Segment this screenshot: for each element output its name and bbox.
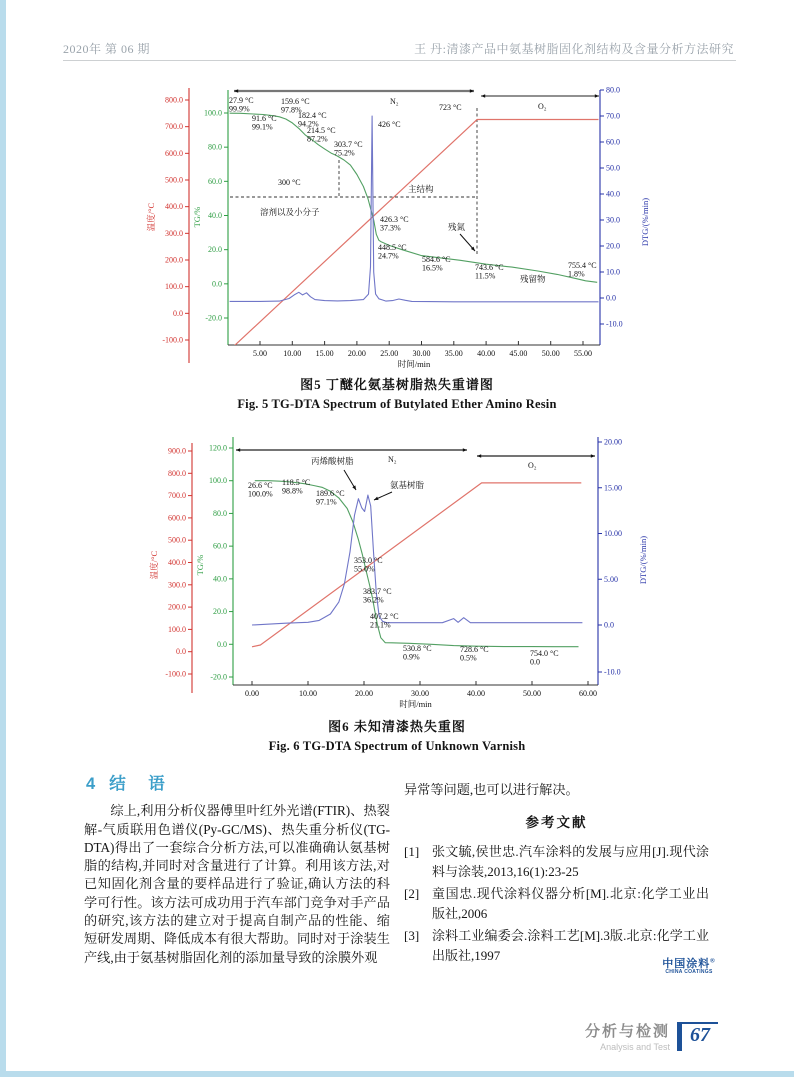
svg-text:45.00: 45.00: [509, 349, 528, 358]
svg-text:200.0: 200.0: [165, 255, 183, 265]
conclusion-column-left: [84, 775, 390, 967]
svg-text:溶剂以及小分子: 溶剂以及小分子: [260, 207, 320, 217]
svg-text:50.00: 50.00: [523, 689, 541, 698]
svg-text:-100.0: -100.0: [162, 335, 183, 345]
svg-text:20.00: 20.00: [347, 349, 366, 358]
reference-text: 涂料工业编委会.涂料工艺[M].3版.北京:化学工业出版社,1997: [432, 927, 709, 963]
svg-text:407.2 °C21.1%: 407.2 °C 21.1%: [370, 612, 399, 630]
svg-text:35.00: 35.00: [444, 349, 463, 358]
svg-text:30.00: 30.00: [412, 349, 431, 358]
svg-text:10.00: 10.00: [299, 689, 317, 698]
reference-item: [404, 884, 709, 924]
svg-text:500.0: 500.0: [168, 535, 186, 545]
svg-text:DTG/(%/min): DTG/(%/min): [640, 197, 650, 247]
svg-text:0.00: 0.00: [245, 689, 259, 698]
svg-text:26.6 °C100.0%: 26.6 °C 100.0%: [248, 481, 273, 499]
fig5-caption-zh: 图5 丁醚化氨基树脂热失重谱图: [300, 377, 494, 392]
footer-section-zh: 分析与检测: [584, 1023, 670, 1040]
svg-text:10.00: 10.00: [604, 529, 622, 538]
svg-text:0.0: 0.0: [212, 279, 222, 289]
svg-text:800.0: 800.0: [168, 468, 186, 478]
svg-text:30.0: 30.0: [606, 215, 620, 225]
references-heading: 参考文献: [525, 815, 588, 831]
svg-text:182.4 °C94.2%: 182.4 °C 94.2%: [298, 111, 327, 129]
svg-text:80.0: 80.0: [213, 508, 227, 518]
svg-text:91.6 °C99.1%: 91.6 °C 99.1%: [252, 114, 277, 132]
svg-text:-10.0: -10.0: [604, 667, 621, 677]
fig5-tg-dta-chart: [140, 82, 660, 374]
svg-text:50.0: 50.0: [606, 163, 620, 173]
svg-text:448.5 °C24.7%: 448.5 °C 24.7%: [378, 243, 407, 261]
svg-text:时间/min: 时间/min: [397, 359, 431, 369]
svg-text:189.6 °C97.1%: 189.6 °C 97.1%: [316, 489, 345, 507]
svg-text:0.0: 0.0: [176, 647, 186, 657]
svg-text:0.0: 0.0: [217, 639, 227, 649]
svg-text:温度/°C: 温度/°C: [149, 550, 159, 580]
svg-text:TG/%: TG/%: [195, 554, 205, 576]
page-border-bottom: [0, 1071, 794, 1077]
fig5-caption-en: Fig. 5 TG-DTA Spectrum of Butylated Ether Amino Resin: [237, 397, 557, 411]
fig6-caption: [137, 716, 657, 754]
reference-text: 童国忠.现代涂料仪器分析[M].北京:化学工业出版社,2006: [432, 885, 709, 921]
svg-text:159.6 °C97.8%: 159.6 °C 97.8%: [281, 97, 310, 115]
conclusion-paragraph-left: 综上,利用分析仪器傅里叶红外光谱(FTIR)、热裂解-气质联用色谱仪(Py-GC/MS)、热失重分析仪(TG-DTA)得出了一套综合分析方法,可以准确确认氨基树脂的结构,并同时对含量进行了计算。利用该方法,对已知固化剂含量的要样品进行了验证,确认方法的科学可行性。该方法可成功用于汽车部门竞争对手产品的研究,该方法的建立对于提高自制产品的性能、缩短研发周期、降低成本有很大帮助。同时对于涂装生产线,由于氨基树脂固化剂的添加量导致的涂膜外观: [84, 803, 390, 965]
svg-text:5.00: 5.00: [604, 574, 618, 584]
svg-text:60.00: 60.00: [579, 689, 597, 698]
svg-text:728.6 °C0.5%: 728.6 °C 0.5%: [460, 645, 489, 663]
page-header: [63, 40, 734, 57]
page-number-bracket: [677, 1022, 718, 1051]
conclusion-column-right: [404, 781, 709, 968]
svg-text:426 °C: 426 °C: [378, 120, 401, 129]
svg-text:-10.0: -10.0: [606, 319, 623, 329]
header-issue: 2020年 第 06 期: [63, 42, 151, 56]
conclusion-heading-title: 结 语: [109, 775, 174, 793]
svg-text:O₂: O₂: [528, 461, 537, 470]
reference-item: [404, 842, 709, 882]
references-list: [404, 842, 709, 966]
china-coatings-logo: [662, 958, 716, 976]
svg-text:60.0: 60.0: [208, 176, 222, 186]
svg-text:303.7 °C75.2%: 303.7 °C 75.2%: [334, 140, 363, 158]
svg-text:100.0: 100.0: [204, 108, 222, 118]
svg-text:900.0: 900.0: [168, 446, 186, 456]
registered-mark: ®: [710, 958, 716, 965]
svg-text:丙烯酸树脂: 丙烯酸树脂: [311, 456, 354, 466]
svg-text:25.00: 25.00: [380, 349, 399, 358]
svg-text:20.0: 20.0: [208, 245, 222, 255]
svg-text:383.7 °C36.2%: 383.7 °C 36.2%: [363, 587, 392, 605]
svg-text:55.00: 55.00: [574, 349, 592, 358]
svg-text:400.0: 400.0: [168, 558, 186, 567]
svg-text:DTG/(%/min): DTG/(%/min): [638, 535, 648, 585]
reference-marker: [3]: [404, 927, 420, 943]
svg-text:754.0 °C0.0: 754.0 °C 0.0: [530, 649, 559, 667]
logo-text-zh: 中国涂料®: [662, 958, 716, 970]
reference-marker: [2]: [404, 885, 420, 901]
svg-text:15.00: 15.00: [604, 483, 622, 493]
svg-text:20.0: 20.0: [213, 607, 227, 617]
svg-text:-100.0: -100.0: [165, 669, 186, 679]
svg-text:0.0: 0.0: [173, 308, 183, 318]
svg-text:300.0: 300.0: [168, 580, 186, 590]
svg-text:426.3 °C37.3%: 426.3 °C 37.3%: [380, 215, 409, 233]
svg-text:60.0: 60.0: [606, 137, 620, 147]
fig6-caption-en: Fig. 6 TG-DTA Spectrum of Unknown Varnish: [268, 739, 526, 753]
reference-text: 张文毓,侯世忠.汽车涂料的发展与应用[J].现代涂料与涂装,2013,16(1):23-25: [432, 843, 709, 879]
svg-text:0.0: 0.0: [604, 620, 614, 630]
svg-text:80.0: 80.0: [208, 142, 222, 152]
svg-text:120.0: 120.0: [209, 443, 227, 453]
svg-text:20.00: 20.00: [604, 437, 622, 447]
fig5-caption: [137, 374, 657, 412]
svg-text:400.0: 400.0: [165, 202, 183, 212]
svg-text:743.6 °C11.5%: 743.6 °C 11.5%: [475, 263, 504, 281]
fig6-caption-zh: 图6 未知清漆热失重图: [328, 719, 466, 734]
svg-text:20.00: 20.00: [355, 689, 373, 698]
svg-text:15.00: 15.00: [315, 349, 334, 358]
footer-section-mark: [585, 1020, 718, 1052]
svg-text:40.0: 40.0: [606, 189, 620, 199]
svg-text:700.0: 700.0: [168, 491, 186, 501]
header-running-title: 王 丹:清漆产品中氨基树脂固化剂结构及含量分析方法研究: [414, 42, 734, 56]
svg-text:-20.0: -20.0: [205, 313, 222, 323]
svg-text:0.0: 0.0: [606, 293, 616, 303]
svg-text:800.0: 800.0: [165, 95, 183, 105]
svg-text:80.0: 80.0: [606, 85, 620, 95]
page-border-left: [0, 0, 6, 1077]
footer-section: [585, 1020, 670, 1052]
svg-text:30.00: 30.00: [411, 689, 429, 698]
svg-text:-20.0: -20.0: [210, 672, 227, 682]
logo-text-en: CHINA COATINGS: [665, 969, 713, 976]
svg-text:10.0: 10.0: [606, 267, 620, 277]
svg-text:5.00: 5.00: [253, 349, 267, 358]
svg-text:214.5 °C87.2%: 214.5 °C 87.2%: [307, 126, 336, 144]
conclusion-paragraph-right: 异常等问题,也可以进行解决。: [404, 782, 579, 797]
svg-text:20.0: 20.0: [606, 241, 620, 251]
reference-marker: [1]: [404, 843, 420, 859]
svg-text:100.0: 100.0: [165, 282, 183, 292]
svg-text:600.0: 600.0: [168, 513, 186, 523]
svg-text:70.0: 70.0: [606, 111, 620, 121]
conclusion-heading-number: 4: [86, 775, 96, 793]
svg-text:TG/%: TG/%: [192, 206, 202, 228]
header-rule: [63, 60, 736, 61]
svg-text:584.6 °C16.5%: 584.6 °C 16.5%: [422, 255, 451, 273]
svg-text:10.00: 10.00: [283, 349, 302, 358]
svg-text:40.0: 40.0: [213, 574, 227, 584]
svg-text:100.0: 100.0: [209, 476, 227, 486]
svg-text:40.00: 40.00: [477, 349, 496, 358]
svg-text:723 °C: 723 °C: [439, 103, 462, 112]
svg-text:氨基树脂: 氨基树脂: [390, 480, 425, 490]
svg-text:27.9 °C99.9%: 27.9 °C 99.9%: [229, 96, 254, 114]
svg-text:N₂: N₂: [388, 455, 397, 464]
conclusion-heading: [86, 775, 390, 793]
fig6-tg-dta-chart: [140, 425, 660, 717]
svg-text:主结构: 主结构: [408, 184, 434, 194]
svg-text:600.0: 600.0: [165, 148, 183, 158]
page-number: 67: [690, 1024, 710, 1046]
svg-text:300 °C: 300 °C: [278, 178, 301, 187]
svg-text:300.0: 300.0: [165, 228, 183, 238]
svg-text:O₂: O₂: [538, 102, 547, 111]
svg-text:N₂: N₂: [390, 97, 399, 106]
svg-text:时间/min: 时间/min: [399, 699, 432, 709]
footer-section-en: Analysis and Test: [600, 1042, 670, 1052]
svg-text:200.0: 200.0: [168, 602, 186, 612]
svg-text:温度/°C: 温度/°C: [146, 202, 156, 232]
svg-text:353.0 °C55.0%: 353.0 °C 55.0%: [354, 556, 383, 574]
svg-text:残氮: 残氮: [448, 222, 466, 232]
svg-text:755.4 °C1.8%: 755.4 °C 1.8%: [568, 261, 597, 279]
svg-text:40.0: 40.0: [208, 211, 222, 220]
svg-text:残留物: 残留物: [520, 274, 546, 284]
svg-text:60.0: 60.0: [213, 541, 227, 551]
svg-text:700.0: 700.0: [165, 122, 183, 132]
svg-text:530.8 °C0.9%: 530.8 °C 0.9%: [403, 644, 432, 662]
svg-text:50.00: 50.00: [541, 349, 560, 358]
svg-text:500.0: 500.0: [165, 175, 183, 185]
svg-text:40.00: 40.00: [467, 689, 485, 698]
svg-text:118.5 °C98.8%: 118.5 °C 98.8%: [282, 478, 311, 496]
svg-text:100.0: 100.0: [168, 624, 186, 634]
